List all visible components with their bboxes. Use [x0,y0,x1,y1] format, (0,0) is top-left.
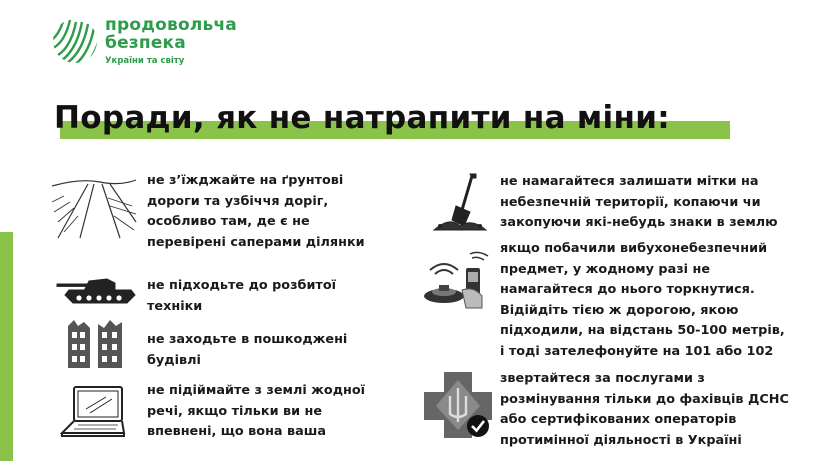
tip-no-markings: не намагайтеся залишати мітки на небезпечній території, копаючи чи закопуючи які-небудь знаки в землю [500,174,778,230]
dsns-emblem-icon [422,370,494,440]
field-roads-icon [50,172,138,240]
tip-unpaved-roads: не з’їжджайте на ґрунтові дороги та узбіччя доріг, особливо там, де є не перевірені саперами ділянки [147,173,365,250]
page-title: Поради, як не натрапити на міни: [54,100,670,136]
brand-logo [52,16,312,72]
tip-destroyed-vehicles: не підходьте до розбитої техніки [147,278,337,314]
title-block [54,97,754,145]
tip-contact-deminers: звертайтеся за послугами з розмінування тільки до фахівців ДСНС або сертифікованих операторів протимінної діяльності в Україні [500,371,789,448]
wheat-circle-logo-icon [52,18,98,64]
laptop-icon [60,383,132,439]
brand-wordmark [105,16,237,67]
tip-damaged-buildings: не заходьте в пошкоджені будівлі [147,332,348,368]
brand-tagline: України та світу [105,56,185,66]
tip-unknown-objects: не підіймайте з землі жодної речі, якщо тільки ви не впевнені, що вона ваша [147,383,366,439]
brand-name-line2: безпека [105,33,186,53]
mine-phone-icon [422,250,492,310]
damaged-buildings-icon [66,318,124,368]
side-accent-strip [0,232,13,461]
brand-name-line1: продовольча [105,15,237,35]
tank-icon [55,275,137,307]
shovel-icon [430,172,490,232]
tip-explosive-found: якщо побачили вибухонебезпечний предмет, у жодному разі не намагайтеся до нього торкнутися. Відійдіть тією ж дорогою, якою підходили, на відстань 50-100 метрів, і тоді зателефонуйте на 101 або 102 [500,241,785,359]
